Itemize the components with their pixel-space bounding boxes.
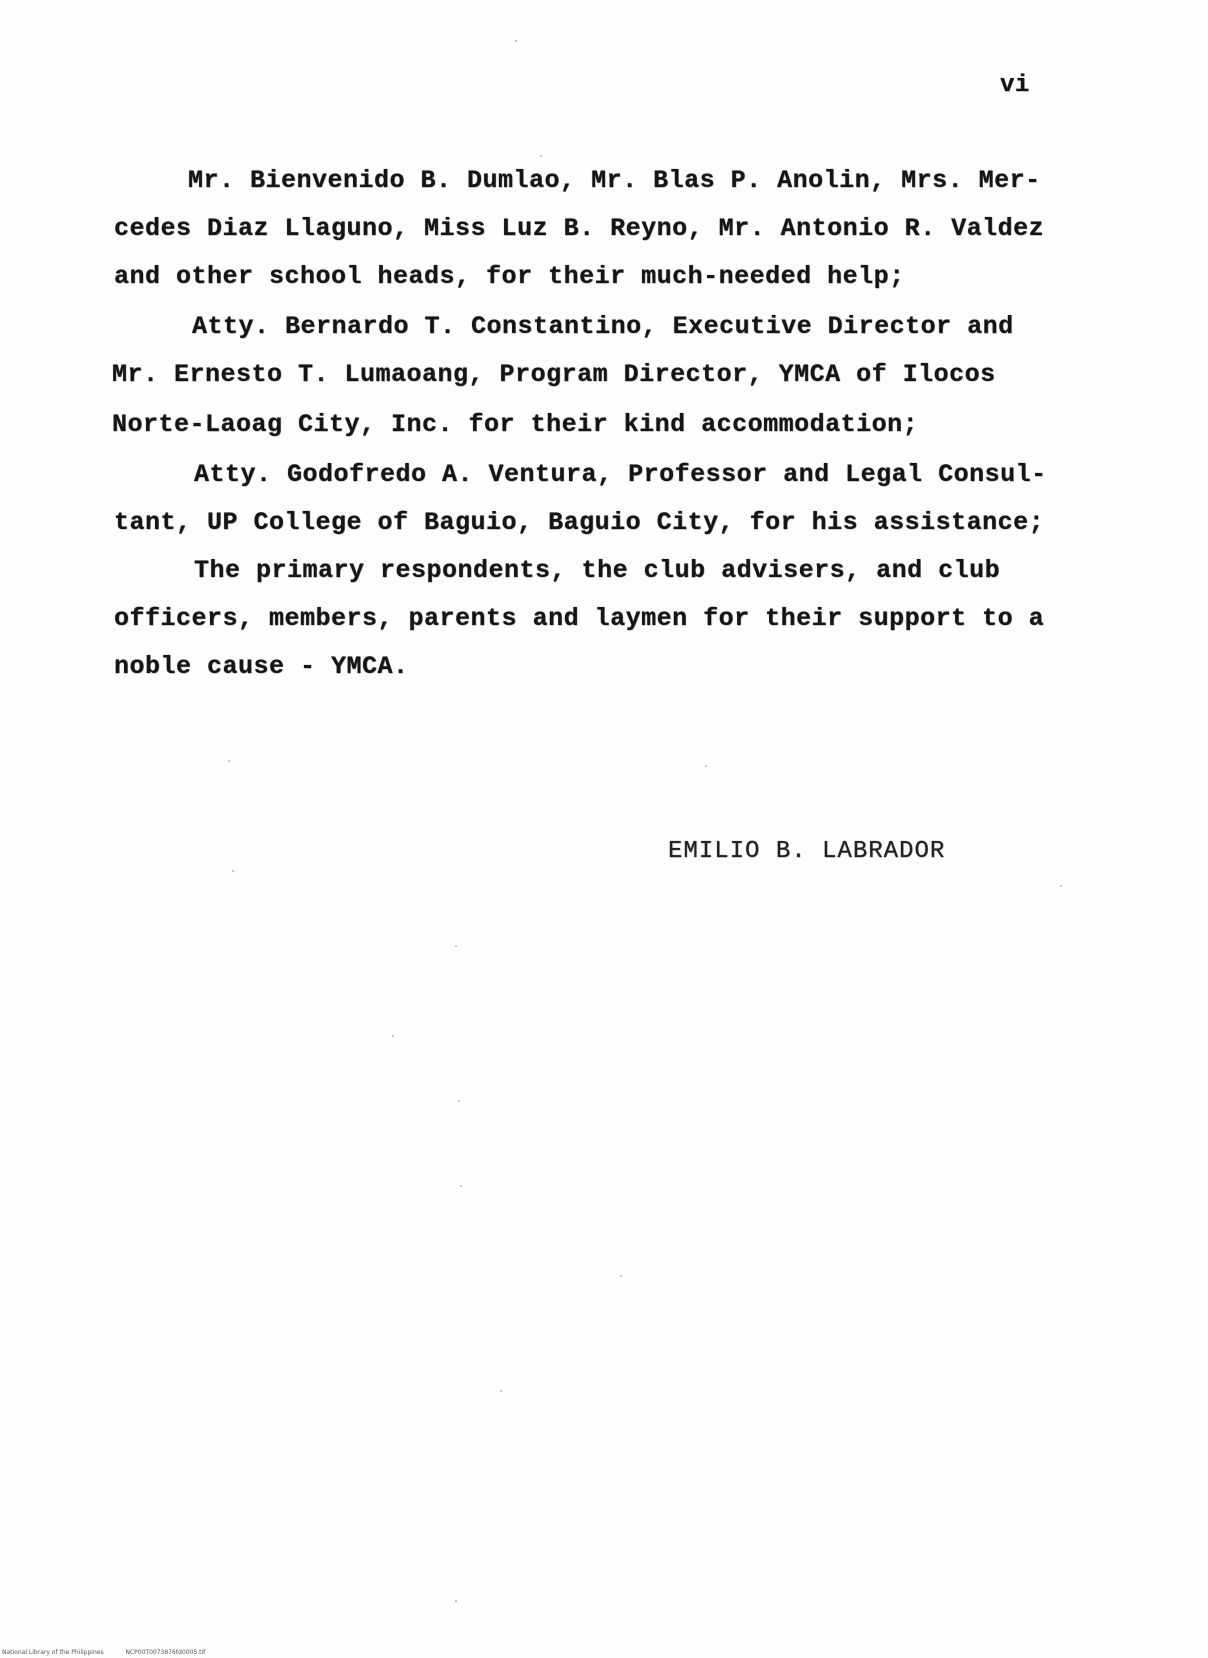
paragraph-3-line-2: tant, UP College of Baguio, Baguio City, for his assistance; [114, 508, 1045, 537]
scan-speck [515, 40, 517, 42]
paragraph-4-line-1: The primary respondents, the club advisers, and club [194, 556, 1001, 585]
paragraph-1-line-3: and other school heads, for their much-needed help; [114, 262, 905, 291]
scan-speck [458, 1100, 460, 1102]
paragraph-1-line-2: cedes Diaz Llaguno, Miss Luz B. Reyno, Mr. Antonio R. Valdez [114, 214, 1045, 243]
paragraph-2-line-1: Atty. Bernardo T. Constantino, Executive Director and [192, 312, 1014, 341]
scan-speck [232, 870, 234, 872]
scan-speck [1060, 885, 1062, 887]
scan-speck [392, 1035, 394, 1037]
scan-speck [455, 945, 457, 947]
scan-speck [620, 1275, 622, 1277]
scan-speck [500, 1390, 502, 1392]
paragraph-3-line-1: Atty. Godofredo A. Ventura, Professor and Legal Consul- [194, 460, 1047, 489]
footer-library: National Library of the Philippines [2, 1649, 104, 1656]
scan-speck [540, 155, 542, 157]
paragraph-4-line-2: officers, members, parents and laymen for their support to a [114, 604, 1045, 633]
scan-speck [228, 760, 230, 762]
scan-footer [2, 1649, 205, 1656]
scan-speck [460, 1185, 462, 1187]
paragraph-1-line-1: Mr. Bienvenido B. Dumlao, Mr. Blas P. Anolin, Mrs. Mer- [188, 166, 1041, 195]
scan-speck [705, 765, 707, 767]
paragraph-2-line-3: Norte-Laoag City, Inc. for their kind accommodation; [112, 410, 919, 439]
signature-name: EMILIO B. LABRADOR [668, 838, 946, 865]
scan-speck [455, 1600, 457, 1602]
paragraph-4-line-3: noble cause - YMCA. [114, 652, 409, 681]
paragraph-2-line-2: Mr. Ernesto T. Lumaoang, Program Director, YMCA of Ilocos [112, 360, 996, 389]
footer-file-id: NCP00T0073876td0005.tif [125, 1649, 206, 1656]
page-number: vi [1000, 72, 1030, 99]
